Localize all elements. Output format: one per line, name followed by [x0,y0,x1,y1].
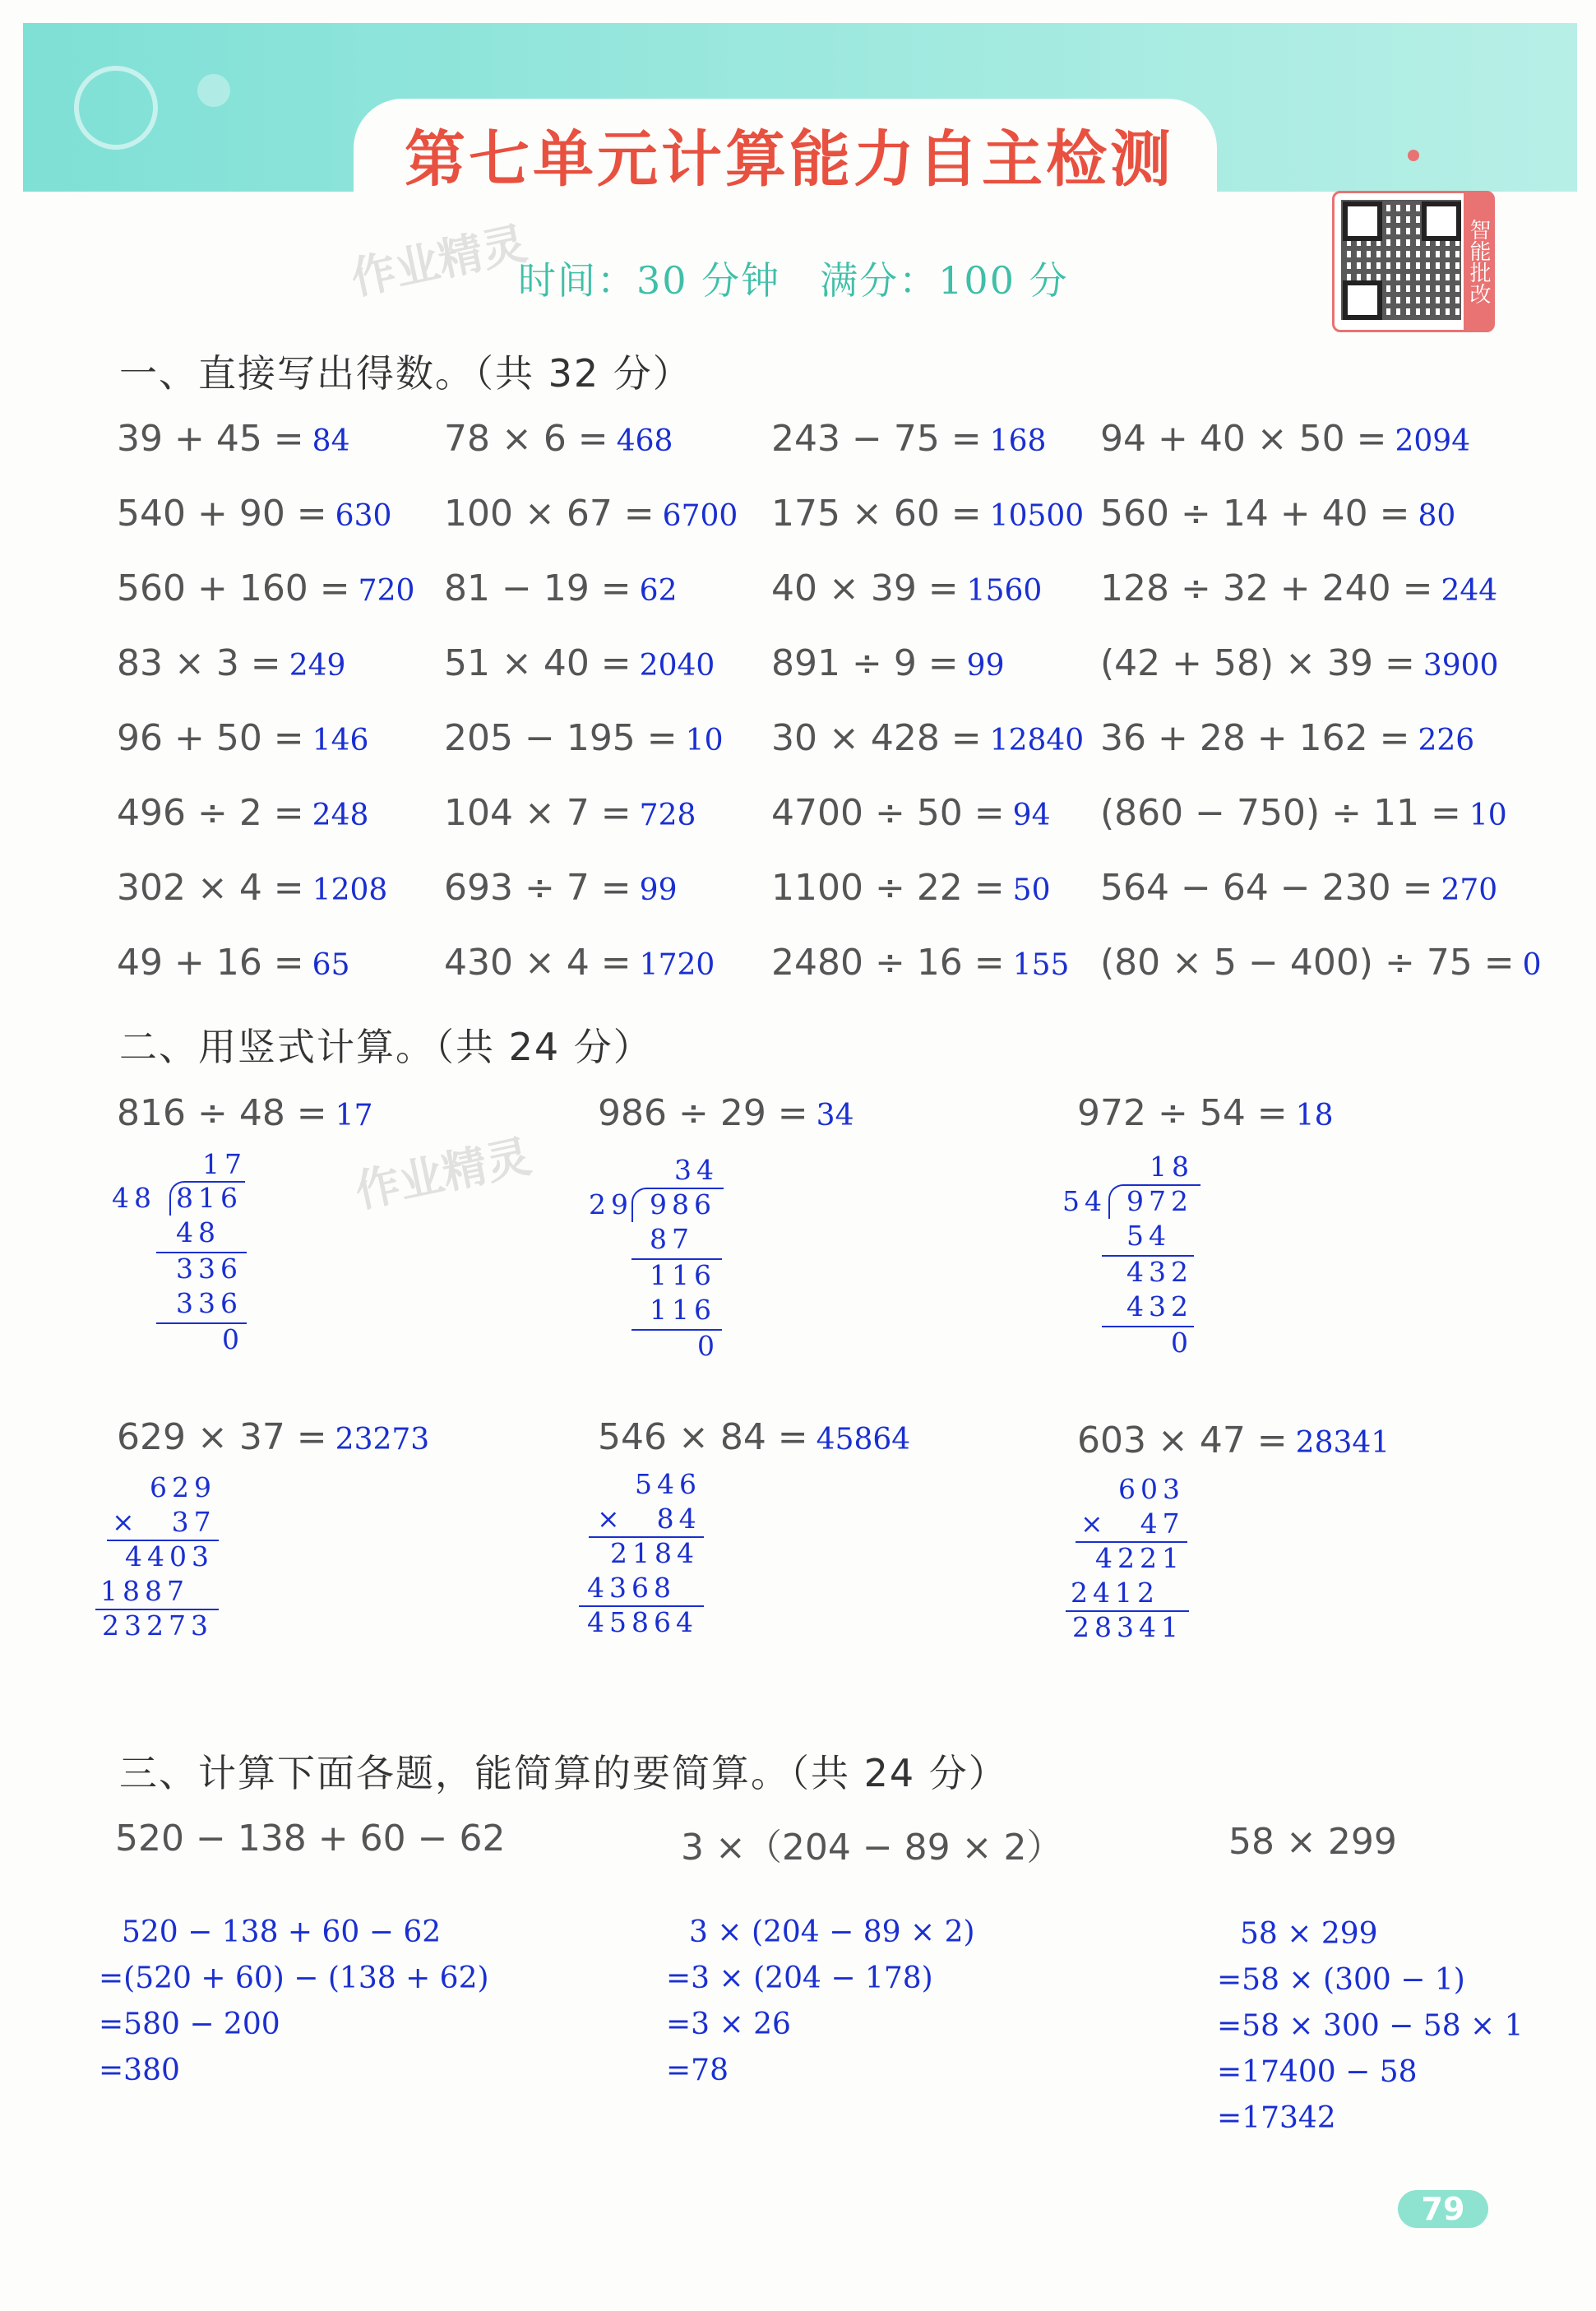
oral-calc-item [117,493,391,535]
division-problem: 986 ÷ 29 = 34 [598,1092,854,1134]
qr-finder [1422,201,1461,241]
answer: 146 [312,724,369,757]
multiplier: × 47 [1080,1507,1185,1540]
step: 3 × (204 − 89 × 2) [689,1915,975,1949]
oral-calc-item [444,717,723,759]
expression: 81 − 19 = [444,567,631,609]
answer: 2094 [1395,424,1471,458]
work-line: 48 [176,1216,220,1248]
answer: 720 [358,574,415,608]
oral-calc-item [444,642,715,684]
simplify-problem: 3 ×（204 − 89 × 2） [681,1827,1063,1869]
answer: 50 [1012,873,1051,907]
expression: 430 × 4 = [444,942,631,984]
step: =3 × 26 [666,2008,791,2041]
answer: 62 [639,574,678,608]
work-line: 54 [1126,1220,1171,1252]
expression: 128 ÷ 32 + 240 = [1100,567,1433,609]
multiplicand: 603 [1118,1473,1185,1505]
decorative-dot [197,74,230,107]
step: =380 [99,2054,180,2087]
division-problem: 972 ÷ 54 = 18 [1077,1092,1334,1134]
quotient: 34 [674,1154,719,1186]
multiplication-problem: 603 × 47 = 28341 [1077,1419,1390,1461]
oral-calc-item [117,942,349,984]
step: =58 × 300 − 58 × 1 [1217,2009,1524,2043]
oral-calc-item [771,942,1069,984]
multiplication-problem: 629 × 37 = 23273 [117,1416,430,1458]
answer: 248 [312,799,369,832]
answer: 1560 [966,574,1043,608]
answer: 2040 [639,649,715,683]
partial-product: 2184 [610,1537,699,1569]
qr-hanger-dot [1408,150,1419,161]
divisor: 48 [112,1182,156,1214]
dividend: 972 [1126,1185,1193,1217]
expression: 540 + 90 = [117,493,327,535]
time-score-info: 时间：30 分钟 满分：100 分 [518,258,1069,303]
expression: 891 ÷ 9 = [771,642,959,684]
oral-calc-item [771,717,1084,759]
section2-title: 二、用竖式计算。（共 24 分） [119,1025,653,1069]
qr-code-card[interactable] [1332,191,1495,332]
work-line: 0 [697,1330,719,1362]
oral-calc-item [117,418,349,460]
partial-product: 4368 [587,1572,676,1604]
oral-calc-item [444,567,677,609]
oral-calc-item [1100,792,1507,834]
answer: 249 [289,649,346,683]
answer: 6700 [662,499,738,533]
answer: 12840 [989,724,1085,757]
solution-steps [1217,1911,1524,2142]
watermark: 作业精灵 [350,1130,536,1218]
expression: 104 × 7 = [444,792,631,834]
expression: 564 − 64 − 230 = [1100,867,1433,909]
oral-calc-item [1100,717,1474,759]
answer: 1720 [639,948,715,982]
dividend: 986 [650,1188,716,1220]
oral-calc-item [444,792,696,834]
answer: 244 [1441,574,1498,608]
expression: 30 × 428 = [771,717,982,759]
oral-calc-item [1100,493,1455,535]
division-problem: 816 ÷ 48 = 17 [117,1092,373,1134]
work-line: 336 [176,1253,243,1285]
answer: 65 [312,948,350,982]
page-title: 第七单元计算能力自主检测 [405,124,1174,195]
oral-calc-item [444,867,677,909]
answer: 1208 [312,873,388,907]
work-line: 87 [650,1223,694,1255]
expression: 100 × 67 = [444,493,655,535]
expression: 560 + 160 = [117,567,350,609]
step: =58 × (300 − 1) [1217,1963,1465,1997]
multiplier: × 84 [597,1503,701,1535]
answer: 10500 [989,499,1085,533]
expression: 39 + 45 = [117,418,304,460]
work-line: 336 [176,1287,243,1319]
partial-product: 1887 [100,1575,189,1607]
expression: 4700 ÷ 50 = [771,792,1005,834]
product: 23273 [102,1609,213,1642]
expression: 1100 ÷ 22 = [771,867,1005,909]
expression: (80 × 5 − 400) ÷ 75 = [1100,942,1515,984]
multiplicand: 546 [635,1468,701,1500]
multiplication-problem: 546 × 84 = 45864 [598,1416,911,1458]
qr-finder [1343,201,1382,241]
expression: 83 × 3 = [117,642,281,684]
expression: 560 ÷ 14 + 40 = [1100,493,1410,535]
answer: 94 [1012,799,1051,832]
answer: 3900 [1423,649,1499,683]
quotient: 18 [1150,1151,1194,1183]
step: =78 [666,2054,729,2087]
oral-calc-item [444,493,738,535]
answer: 10 [685,724,724,757]
expression: 36 + 28 + 162 = [1100,717,1410,759]
step: =17342 [1217,2101,1336,2135]
answer: 10 [1469,799,1507,832]
oral-calc-item [117,792,368,834]
oral-calc-item [1100,642,1498,684]
expression: 693 ÷ 7 = [444,867,631,909]
multiplier: × 37 [112,1506,216,1538]
section3-title: 三、计算下面各题，能简算的要简算。（共 24 分） [119,1751,1008,1795]
oral-calc-item [117,867,387,909]
expression: 49 + 16 = [117,942,304,984]
step: =3 × (204 − 178) [666,1961,933,1995]
expression: 96 + 50 = [117,717,304,759]
work-line: 0 [1171,1327,1193,1359]
expression: 243 − 75 = [771,418,982,460]
oral-calc-item [444,418,673,460]
dividend: 816 [176,1182,243,1214]
answer: 84 [312,424,350,458]
answer: 0 [1522,948,1542,982]
simplify-problem: 520 − 138 + 60 − 62 [115,1818,506,1859]
divisor: 54 [1062,1185,1107,1217]
expression: 205 − 195 = [444,717,678,759]
expression: 40 × 39 = [771,567,959,609]
expression: 496 ÷ 2 = [117,792,304,834]
step: 58 × 299 [1240,1917,1378,1951]
partial-product: 2412 [1071,1577,1159,1609]
decorative-circle [74,66,158,150]
oral-calc-item [1100,942,1542,984]
page-number: 79 [1398,2190,1488,2228]
qr-finder [1343,280,1382,320]
multiplicand: 629 [150,1471,216,1503]
oral-calc-item [117,567,414,609]
oral-calc-item [1100,567,1497,609]
expression: 302 × 4 = [117,867,304,909]
answer: 155 [1012,948,1070,982]
oral-calc-item [117,717,368,759]
partial-product: 4403 [125,1540,214,1572]
oral-calc-item [117,642,345,684]
step: =580 − 200 [99,2008,280,2041]
work-line: 0 [222,1323,244,1355]
divisor: 29 [589,1188,633,1220]
expression: 94 + 40 × 50 = [1100,418,1387,460]
answer: 99 [966,649,1005,683]
oral-calc-item [444,942,715,984]
oral-calc-item [771,642,1004,684]
simplify-problem: 58 × 299 [1228,1821,1397,1863]
work-line: 116 [650,1259,716,1291]
oral-calc-item [771,792,1050,834]
step: 520 − 138 + 60 − 62 [122,1915,442,1949]
expression: (42 + 58) × 39 = [1100,642,1415,684]
solution-steps [99,1910,489,2094]
answer: 99 [639,873,678,907]
expression: 51 × 40 = [444,642,631,684]
section1-title: 一、直接写出得数。（共 32 分） [119,351,692,396]
oral-calc-item [771,867,1050,909]
work-line: 116 [650,1294,716,1326]
partial-product: 4221 [1095,1542,1184,1574]
answer: 270 [1441,873,1498,907]
product: 45864 [587,1606,698,1638]
expression: 2480 ÷ 16 = [771,942,1005,984]
work-line: 432 [1126,1290,1193,1322]
step: =17400 − 58 [1217,2055,1418,2089]
oral-calc-item [1100,867,1497,909]
oral-calc-item [771,493,1084,535]
solution-steps [666,1910,975,2094]
oral-calc-item [1100,418,1470,460]
work-line: 432 [1126,1256,1193,1288]
step: =(520 + 60) − (138 + 62) [99,1961,489,1995]
product: 28341 [1072,1611,1183,1643]
quotient: 17 [202,1148,247,1180]
expression: 78 × 6 = [444,418,608,460]
answer: 80 [1418,499,1456,533]
oral-calc-item [771,418,1046,460]
answer: 468 [616,424,673,458]
answer: 226 [1418,724,1475,757]
watermark: 作业精灵 [346,217,532,305]
expression: 175 × 60 = [771,493,982,535]
answer: 168 [989,424,1047,458]
expression: (860 − 750) ÷ 11 = [1100,792,1461,834]
oral-calc-item [771,567,1042,609]
answer: 630 [335,499,392,533]
answer: 728 [639,799,696,832]
qr-label: 智能批改 [1464,193,1492,330]
